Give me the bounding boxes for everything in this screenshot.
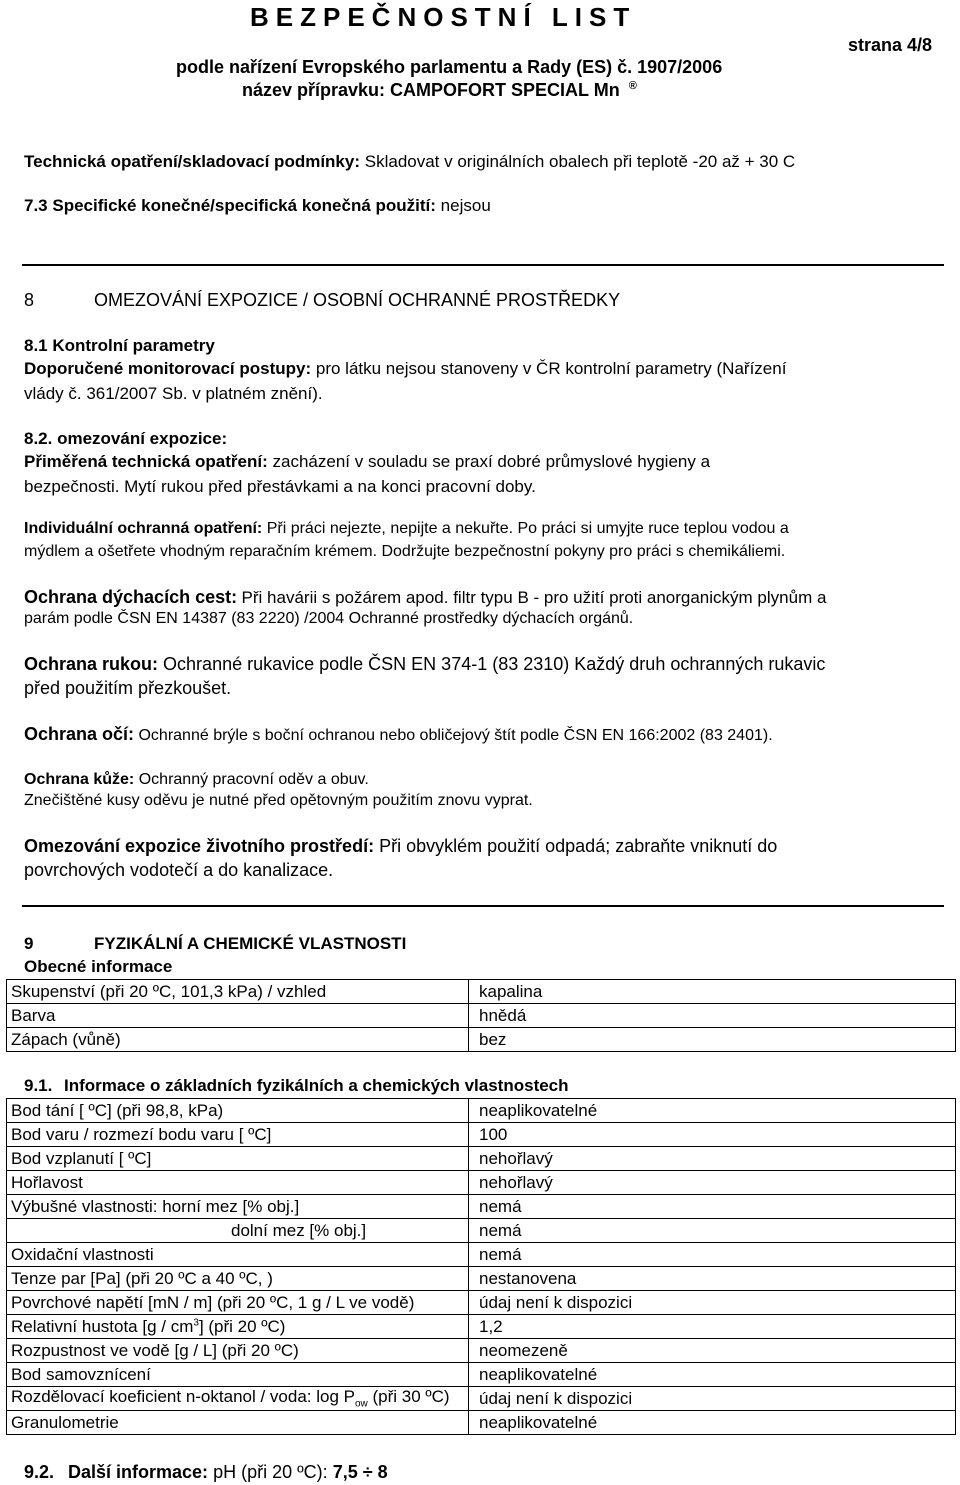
property-label: Výbušné vlastnosti: horní mez [% obj.] bbox=[7, 1195, 469, 1219]
table-row bbox=[7, 1147, 956, 1171]
section-9-title: FYZIKÁLNÍ A CHEMICKÉ VLASTNOSTI bbox=[94, 934, 407, 953]
skin-protection-note: Znečištěné kusy oděvu je nutné před opětovným použitím znovu vyprat. bbox=[24, 792, 533, 809]
section-9-2 bbox=[24, 1462, 388, 1483]
table-row bbox=[7, 1004, 956, 1028]
property-value: nehořlavý bbox=[469, 1147, 956, 1171]
individual-measures-line2: mýdlem a ošetřete vhodným reparačním krémem. Dodržujte bezpečnostní pokyny pro práci s chemikáliemi. bbox=[24, 543, 786, 560]
section-8-2-line1 bbox=[24, 452, 710, 472]
regulation-line: podle nařízení Evropského parlamentu a Rady (ES) č. 1907/2006 bbox=[176, 57, 723, 77]
skin-protection-text: Ochranný pracovní oděv a obuv. bbox=[138, 771, 369, 788]
eye-protection bbox=[24, 724, 773, 745]
environment-line1 bbox=[24, 836, 777, 857]
hand-protection-label: Ochrana rukou: bbox=[24, 654, 159, 674]
properties-table bbox=[6, 1098, 956, 1435]
property-value: neaplikovatelné bbox=[469, 1099, 956, 1123]
property-value: bez bbox=[469, 1028, 956, 1052]
respiratory-protection-text: Při havárii s požárem apod. filtr typu B - pro užití proti anorganickým plynům a bbox=[241, 588, 827, 607]
property-label: Skupenství (při 20 ºC, 101,3 kPa) / vzhled bbox=[7, 980, 469, 1004]
storage-conditions bbox=[24, 152, 795, 172]
respiratory-protection-label: Ochrana dýchacích cest: bbox=[24, 587, 238, 607]
property-value: neaplikovatelné bbox=[469, 1411, 956, 1435]
property-label: Granulometrie bbox=[7, 1411, 469, 1435]
product-name: název přípravku: CAMPOFORT SPECIAL Mn bbox=[242, 80, 620, 100]
eye-protection-text: Ochranné brýle s boční ochranou nebo obličejový štít podle ČSN EN 166:2002 (83 2401). bbox=[138, 727, 773, 744]
property-value: údaj není k dispozici bbox=[469, 1387, 956, 1411]
property-label: Tenze par [Pa] (při 20 ºC a 40 ºC, ) bbox=[7, 1267, 469, 1291]
respiratory-protection-line1 bbox=[24, 587, 826, 608]
section-divider bbox=[22, 905, 944, 907]
eye-protection-label: Ochrana očí: bbox=[24, 724, 135, 744]
property-label: Hořlavost bbox=[7, 1171, 469, 1195]
property-label: Bod tání [ ºC] (při 98,8, kPa) bbox=[7, 1099, 469, 1123]
property-label-subscript: ow bbox=[354, 1398, 368, 1410]
property-label-text: (při 30 ºC) bbox=[367, 1387, 450, 1407]
table-row bbox=[7, 980, 956, 1004]
section-9-2-number: 9.2. bbox=[24, 1462, 55, 1482]
hand-protection-line1 bbox=[24, 654, 825, 675]
section-8-2-heading: 8.2. omezování expozice: bbox=[24, 429, 228, 448]
section-9-number: 9 bbox=[24, 934, 34, 953]
section-7-3-text: nejsou bbox=[440, 196, 491, 215]
property-value: 100 bbox=[469, 1123, 956, 1147]
section-7-3-label: 7.3 Specifické konečné/specifická konečná použití: bbox=[24, 196, 436, 215]
table-row bbox=[7, 1171, 956, 1195]
property-value: 1,2 bbox=[469, 1315, 956, 1339]
property-label bbox=[7, 1387, 469, 1411]
section-7-3 bbox=[24, 196, 491, 216]
section-divider bbox=[22, 264, 944, 266]
property-label bbox=[7, 1315, 469, 1339]
respiratory-protection-line2: parám podle ČSN EN 14387 (83 2220) /2004 Ochranné prostředky dýchacích orgánů. bbox=[24, 610, 634, 627]
document-title: BEZPEČNOSTNÍ LIST bbox=[250, 2, 637, 32]
environment-line2: povrchových vodotečí a do kanalizace. bbox=[24, 860, 334, 880]
property-label-superscript: 3 bbox=[193, 1316, 199, 1328]
table-row bbox=[7, 1387, 956, 1411]
property-value: hnědá bbox=[469, 1004, 956, 1028]
skin-protection-label: Ochrana kůže: bbox=[24, 771, 135, 788]
table-row bbox=[7, 1315, 956, 1339]
table-row bbox=[7, 1195, 956, 1219]
section-8-number: 8 bbox=[24, 290, 35, 310]
property-value: nemá bbox=[469, 1243, 956, 1267]
table-row bbox=[7, 1267, 956, 1291]
storage-label: Technická opatření/skladovací podmínky: bbox=[24, 152, 361, 171]
page-number: strana 4/8 bbox=[848, 35, 933, 55]
table-row bbox=[7, 1339, 956, 1363]
section-9-1-number: 9.1. bbox=[24, 1076, 53, 1095]
general-info-table bbox=[6, 979, 956, 1052]
property-label: Bod vzplanutí [ ºC] bbox=[7, 1147, 469, 1171]
table-row bbox=[7, 1219, 956, 1243]
property-label-text: Rozdělovací koeficient n-oktanol / voda: log P bbox=[11, 1387, 355, 1407]
monitoring-label: Doporučené monitorovací postupy: bbox=[24, 359, 312, 378]
property-value: nemá bbox=[469, 1195, 956, 1219]
section-8-1-heading: 8.1 Kontrolní parametry bbox=[24, 336, 215, 355]
property-label: Bod samovznícení bbox=[7, 1363, 469, 1387]
section-8-1-line2: vlády č. 361/2007 Sb. v platném znění). bbox=[24, 384, 323, 403]
property-value: údaj není k dispozici bbox=[469, 1291, 956, 1315]
general-info-heading: Obecné informace bbox=[24, 957, 173, 976]
property-value: neaplikovatelné bbox=[469, 1363, 956, 1387]
individual-measures-text: Při práci nejezte, nepijte a nekuřte. Po práci si umyjte ruce teplou vodou a bbox=[266, 520, 789, 537]
section-8-2-line2: bezpečnosti. Mytí rukou před přestávkami a na konci pracovní doby. bbox=[24, 477, 536, 496]
property-label: Barva bbox=[7, 1004, 469, 1028]
property-value: nehořlavý bbox=[469, 1171, 956, 1195]
table-row bbox=[7, 1411, 956, 1435]
property-label: Zápach (vůně) bbox=[7, 1028, 469, 1052]
product-name-line bbox=[242, 80, 637, 101]
table-row bbox=[7, 1363, 956, 1387]
section-9-1-title: Informace o základních fyzikálních a chemických vlastnostech bbox=[64, 1076, 569, 1095]
technical-measures-text: zacházení v souladu se praxí dobré průmyslové hygieny a bbox=[272, 452, 711, 471]
environment-label: Omezování expozice životního prostředí: bbox=[24, 836, 375, 856]
table-row bbox=[7, 1291, 956, 1315]
section-8-1-line1 bbox=[24, 359, 786, 379]
hand-protection-text: Ochranné rukavice podle ČSN EN 374-1 (83 2310) Každý druh ochranných rukavic bbox=[163, 654, 826, 674]
property-label: Povrchové napětí [mN / m] (při 20 ºC, 1 g / L ve vodě) bbox=[7, 1291, 469, 1315]
individual-measures-line1 bbox=[24, 520, 789, 538]
section-9-2-label: Další informace: bbox=[68, 1462, 209, 1482]
property-label: Oxidační vlastnosti bbox=[7, 1243, 469, 1267]
property-value: nestanovena bbox=[469, 1267, 956, 1291]
section-9-1-heading bbox=[24, 1076, 569, 1096]
property-value: kapalina bbox=[469, 980, 956, 1004]
property-value: nemá bbox=[469, 1219, 956, 1243]
registered-mark: ® bbox=[628, 80, 637, 92]
table-row bbox=[7, 1099, 956, 1123]
hand-protection-line2: před použitím přezkoušet. bbox=[24, 678, 232, 698]
table-row bbox=[7, 1243, 956, 1267]
storage-text: Skladovat v originálních obalech při teplotě -20 až + 30 C bbox=[364, 152, 796, 171]
monitoring-text: pro látku nejsou stanoveny v ČR kontrolní parametry (Nařízení bbox=[315, 359, 787, 378]
skin-protection bbox=[24, 771, 369, 789]
individual-measures-label: Individuální ochranná opatření: bbox=[24, 520, 263, 537]
section-8-heading bbox=[24, 290, 620, 311]
table-row bbox=[7, 1123, 956, 1147]
property-label: Rozpustnost ve vodě [g / L] (při 20 ºC) bbox=[7, 1339, 469, 1363]
ph-text: pH (při 20 ºC): bbox=[213, 1462, 328, 1482]
property-label: dolní mez [% obj.] bbox=[7, 1219, 469, 1243]
section-8-title: OMEZOVÁNÍ EXPOZICE / OSOBNÍ OCHRANNÉ PROSTŘEDKY bbox=[94, 290, 621, 310]
section-9-heading bbox=[24, 934, 406, 954]
technical-measures-label: Přiměřená technická opatření: bbox=[24, 452, 268, 471]
property-label-text: Relativní hustota [g / cm bbox=[11, 1316, 194, 1336]
property-label: Bod varu / rozmezí bodu varu [ ºC] bbox=[7, 1123, 469, 1147]
property-label-text: ] (při 20 ºC) bbox=[198, 1316, 286, 1336]
property-value: neomezeně bbox=[469, 1339, 956, 1363]
environment-text: Při obvyklém použití odpadá; zabraňte vniknutí do bbox=[379, 836, 778, 856]
ph-value: 7,5 ÷ 8 bbox=[332, 1462, 388, 1482]
table-row bbox=[7, 1028, 956, 1052]
